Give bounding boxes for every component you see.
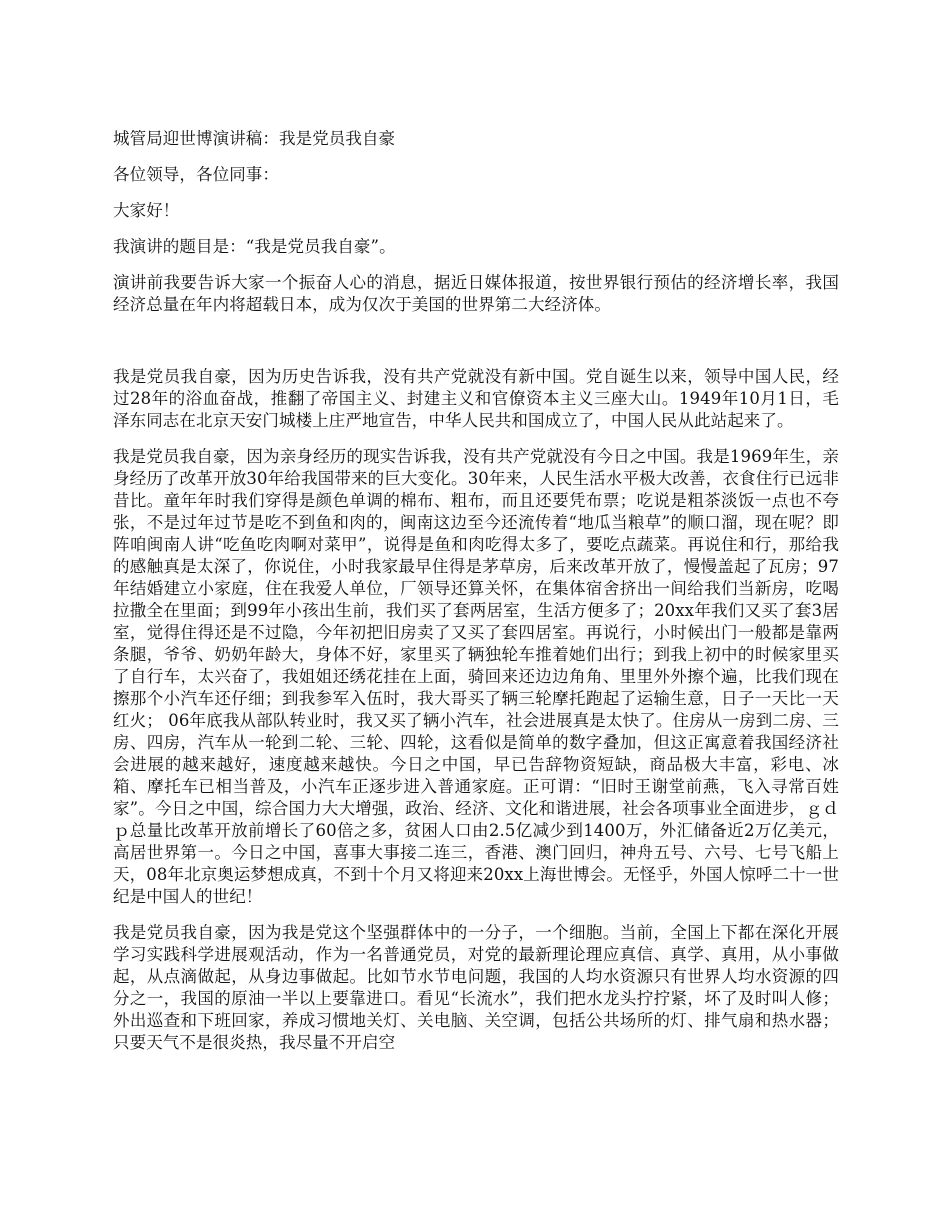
salutation: 各位领导，各位同事：: [113, 165, 279, 184]
body-paragraph-3: 我是党员我自豪，因为我是党这个坚强群体中的一分子，一个细胞。当前，全国上下都在深化开展学习实践科学进展观活动，作为一名普通党员，对党的最新理论理应真信、真学、真用，从小事做起，从点滴做起，从身边事做起。比如节水节电问题，我国的人均水资源只有世界人均水资源的四分之一，我国的原油一半以上要靠进口。看见“长流水”，我们把水龙头拧拧紧，坏了及时叫人修；外出巡查和下班回家，养成习惯地关灯、关电脑、关空调，包括公共场所的灯、排气扇和热水器；只要天气不是很炎热，我尽量不开启空: [113, 923, 839, 1052]
body-paragraph-1: 我是党员我自豪，因为历史告诉我，没有共产党就没有新中国。党自诞生以来，领导中国人民，经过28年的浴血奋战，推翻了帝国主义、封建主义和官僚资本主义三座大山。1949年10月1日，毛泽东同志在北京天安门城楼上庄严地宣告，中华人民共和国成立了，中国人民从此站起来了。: [113, 367, 839, 430]
paragraph-gap: [113, 330, 839, 366]
document-title: 城管局迎世博演讲稿：我是党员我自豪: [113, 129, 396, 148]
speech-topic: 我演讲的题目是：“我是党员我自豪”。: [113, 237, 396, 256]
intro-paragraph: 演讲前我要告诉大家一个振奋人心的消息，据近日媒体报道，按世界银行预估的经济增长率，我国经济总量在年内将超载日本，成为仅次于美国的世界第二大经济体。: [113, 273, 839, 314]
greeting: 大家好！: [113, 201, 180, 220]
document-body: [113, 128, 839, 1068]
body-paragraph-2: 我是党员我自豪，因为亲身经历的现实告诉我，没有共产党就没有今日之中国。我是1969年生，亲身经历了改革开放30年给我国带来的巨大变化。30年来，人民生活水平极大改善，衣食住行已远非昔比。童年年时我们穿得是颜色单调的棉布、粗布，而且还要凭布票；吃说是粗茶淡饭一点也不夸张，不是过年过节是吃不到鱼和肉的，闽南这边至今还流传着“地瓜当粮草”的顺口溜，现在呢？即阵咱闽南人讲“吃鱼吃肉啊对菜甲”，说得是鱼和肉吃得太多了，要吃点蔬菜。再说住和行，那给我的感触真是太深了，你说住，小时我家最早住得是茅草房，后来改革开放了，慢慢盖起了瓦房；97年结婚建立小家庭，住在我爱人单位，厂领导还算关怀，在集体宿舍挤出一间给我们当新房，吃喝拉撒全在里面；到99年小孩出生前，我们买了套两居室，生活方便多了；20xx年我们又买了套3居室，觉得住得还是不过隐，今年初把旧房卖了又买了套四居室。再说行，小时候出门一般都是靠两条腿，爷爷、奶奶年龄大，身体不好，家里买了辆独轮车推着她们出行；到我上初中的时候家里买了自行车，太兴奋了，我姐姐还绣花挂在上面，骑回来还边边角角、里里外外擦个遍，比我们现在擦那个小汽车还仔细；到我参军入伍时，我大哥买了辆三轮摩托跑起了运输生意，日子一天比一天红火； 06年底我从部队转业时，我又买了辆小汽车，社会进展真是太快了。住房从一房到二房、三房、四房，汽车从一轮到二轮、三轮、四轮，这看似是简单的数字叠加，但这正寓意着我国经济社会进展的越来越好，速度越来越快。今日之中国，早已告辞物资短缺，商品极大丰富，彩电、冰箱、摩托车已相当普及，小汽车正逐步进入普通家庭。正可谓：“旧时王谢堂前燕，飞入寻常百姓家”。今日之中国，综合国力大大增强，政治、经济、文化和谐进展，社会各项事业全面进步，ｇｄｐ总量比改革开放前增长了60倍之多，贫困人口由2.5亿减少到1400万，外汇储备近2万亿美元，高居世界第一。今日之中国，喜事大事接二连三，香港、澳门回归，神舟五号、六号、七号飞船上天，08年北京奥运梦想成真，不到十个月又将迎来20xx上海世博会。无怪乎，外国人惊呼二十一世纪是中国人的世纪！: [113, 447, 839, 906]
